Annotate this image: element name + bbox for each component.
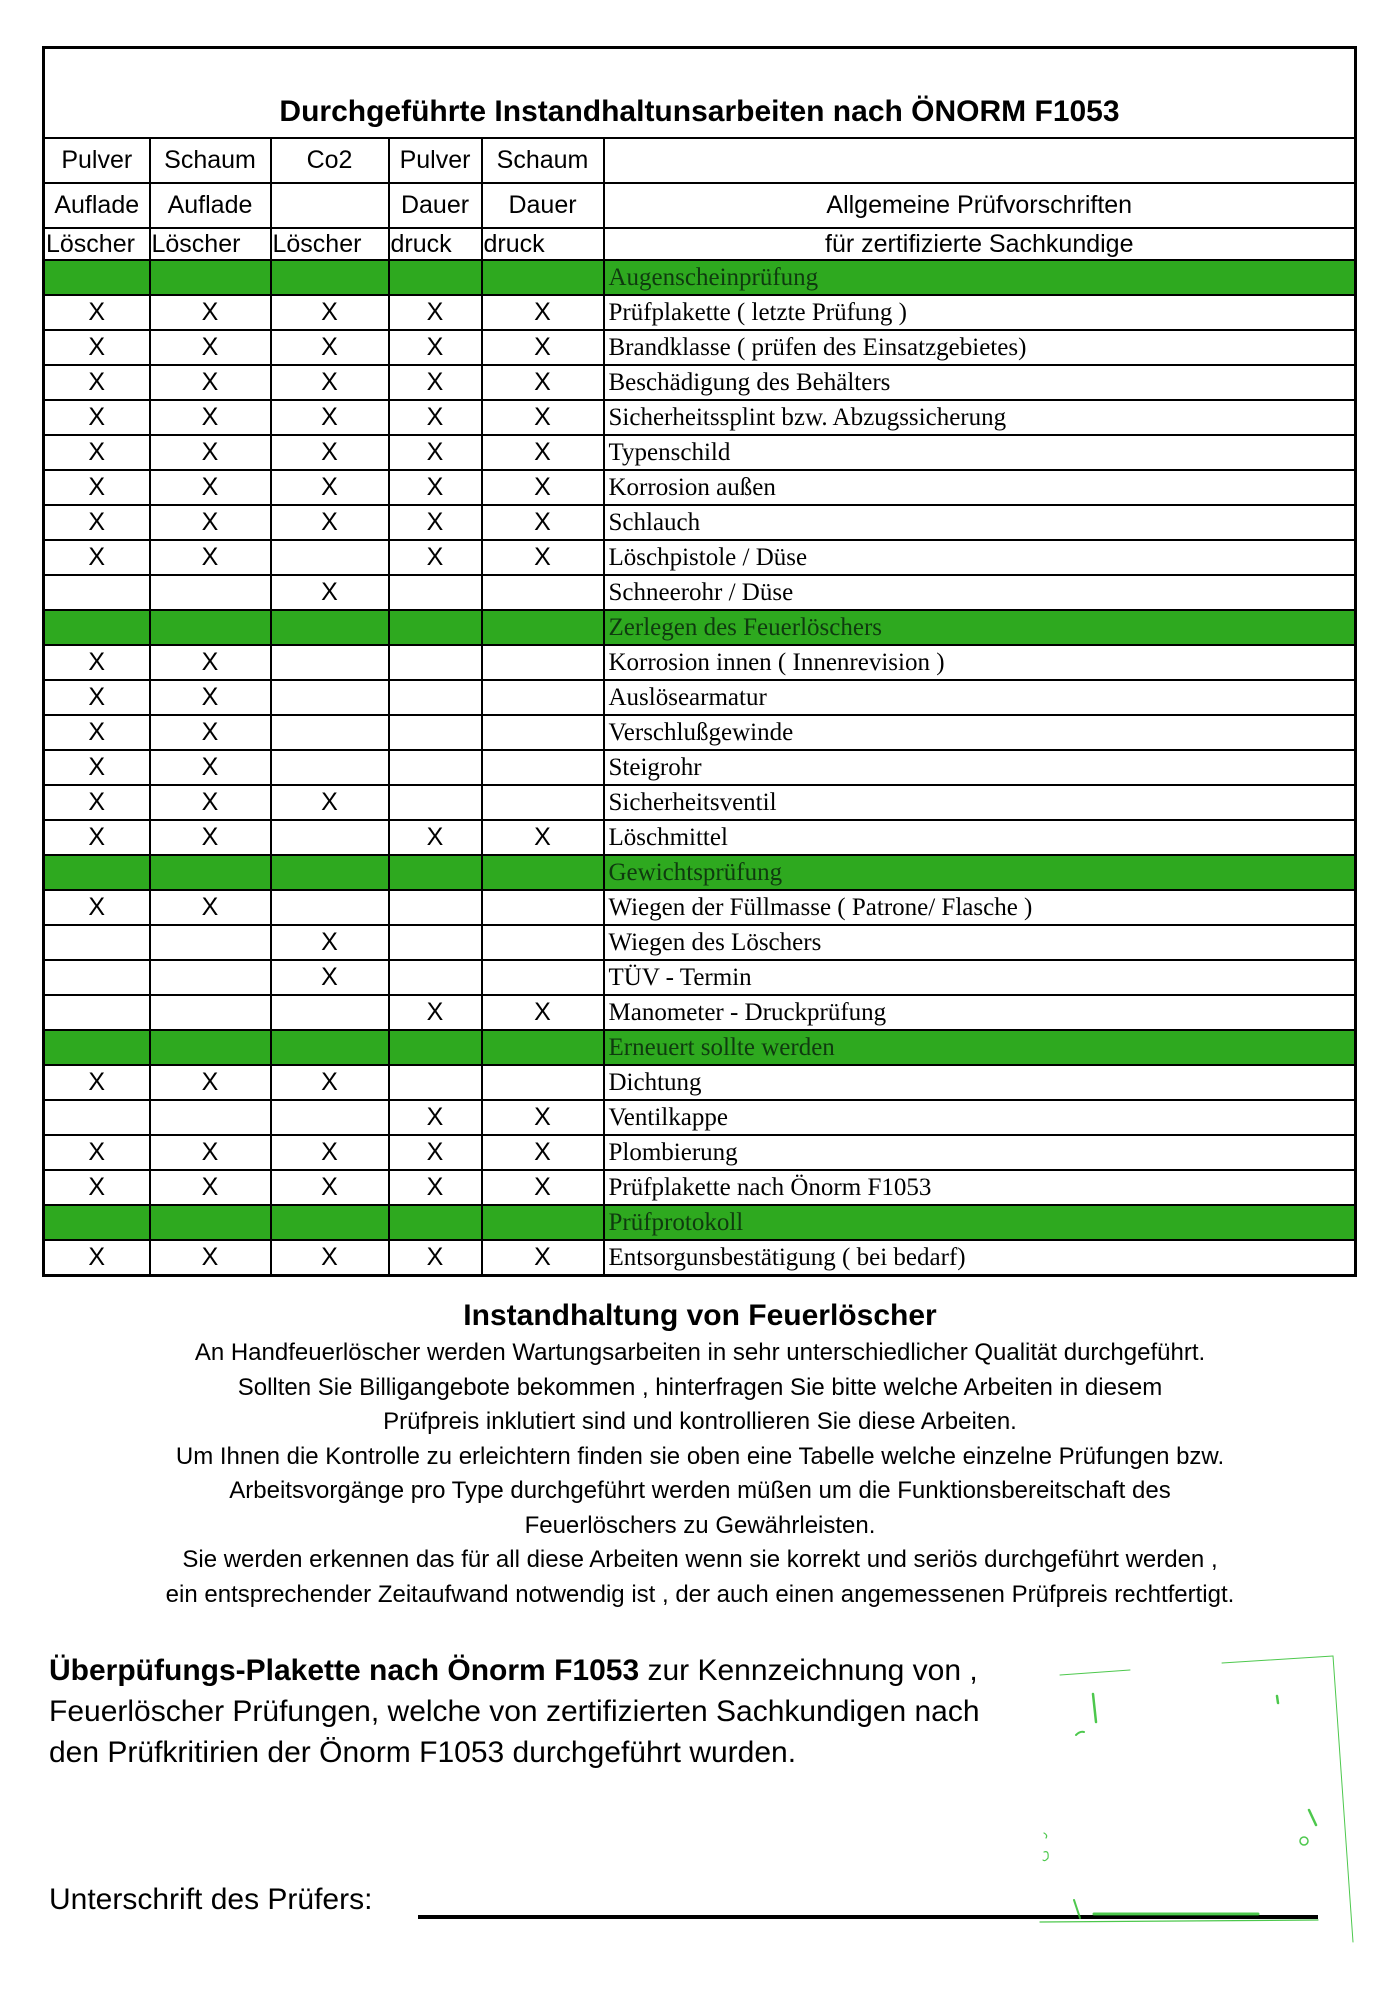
empty-cell [482, 750, 604, 785]
check-mark: X [271, 785, 389, 820]
signature-field[interactable] [418, 1915, 1318, 1919]
table-row [44, 715, 1356, 750]
check-mark: X [271, 470, 389, 505]
description-header: Allgemeine Prüfvorschriften [604, 183, 1356, 228]
section-title: Gewichtsprüfung [604, 855, 1356, 890]
check-mark: X [150, 330, 271, 365]
check-mark: X [44, 400, 150, 435]
column-header: Auflade [150, 183, 271, 228]
check-mark: X [150, 1170, 271, 1205]
stamp-mark [1300, 1837, 1308, 1845]
check-mark: X [482, 330, 604, 365]
section-header-cell [150, 855, 271, 890]
check-mark: X [271, 1065, 389, 1100]
empty-cell [389, 715, 482, 750]
check-mark: X [271, 925, 389, 960]
empty-cell [44, 995, 150, 1030]
check-mark: X [44, 540, 150, 575]
empty-cell [271, 890, 389, 925]
table-row [44, 1135, 1356, 1170]
empty-cell [150, 1100, 271, 1135]
table-row [44, 1065, 1356, 1100]
row-label: Entsorgunsbestätigung ( bei bedarf) [604, 1240, 1356, 1276]
row-label: Manometer - Druckprüfung [604, 995, 1356, 1030]
section-title: Augenscheinprüfung [604, 260, 1356, 295]
row-label: Sicherheitsventil [604, 785, 1356, 820]
stamp-frame-top [1222, 1656, 1333, 1663]
check-mark: X [482, 365, 604, 400]
check-mark: X [389, 505, 482, 540]
check-mark: X [150, 1135, 271, 1170]
column-header: Schaum [482, 138, 604, 183]
table-row [44, 470, 1356, 505]
inspection-table [42, 46, 1357, 1277]
section-header-cell [482, 1205, 604, 1240]
section-title: Prüfprotokoll [604, 1205, 1356, 1240]
empty-cell [482, 925, 604, 960]
check-mark: X [482, 540, 604, 575]
section-header-cell [271, 855, 389, 890]
empty-cell [389, 925, 482, 960]
check-mark: X [150, 645, 271, 680]
section-header-row [44, 1030, 1356, 1065]
section-header-row [44, 260, 1356, 295]
check-mark: X [482, 470, 604, 505]
info-heading: Instandhaltung von Feuerlöscher [463, 1299, 937, 1332]
section-title: Zerlegen des Feuerlöschers [604, 610, 1356, 645]
column-header: Dauer [482, 183, 604, 228]
section-header-cell [482, 610, 604, 645]
check-mark: X [150, 470, 271, 505]
empty-cell [389, 750, 482, 785]
check-mark: X [389, 1135, 482, 1170]
check-mark: X [389, 330, 482, 365]
section-header-cell [482, 855, 604, 890]
section-header-cell [389, 1030, 482, 1065]
check-mark: X [389, 295, 482, 330]
row-label: Typenschild [604, 435, 1356, 470]
check-mark: X [44, 820, 150, 855]
row-label: Auslösearmatur [604, 680, 1356, 715]
check-mark: X [44, 365, 150, 400]
header-row-3 [44, 228, 1356, 260]
column-header: Pulver [44, 138, 150, 183]
table-row [44, 1240, 1356, 1276]
section-header-cell [44, 610, 150, 645]
table-row [44, 645, 1356, 680]
column-header: druck [482, 228, 604, 260]
info-line: Sollten Sie Billigangebote bekommen , hinterfragen Sie bitte welche Arbeiten in diesem [237, 1373, 1163, 1401]
empty-cell [389, 785, 482, 820]
check-mark: X [482, 435, 604, 470]
empty-cell [44, 960, 150, 995]
section-header-cell [150, 610, 271, 645]
check-mark: X [482, 1100, 604, 1135]
section-header-cell [389, 1205, 482, 1240]
table-row [44, 890, 1356, 925]
empty-cell [482, 785, 604, 820]
check-mark: X [150, 785, 271, 820]
check-mark: X [389, 1240, 482, 1276]
column-header: druck [389, 228, 482, 260]
column-header: Dauer [389, 183, 482, 228]
check-mark: X [271, 1170, 389, 1205]
empty-cell [389, 890, 482, 925]
check-mark: X [150, 505, 271, 540]
check-mark: X [44, 1240, 150, 1276]
check-mark: X [44, 645, 150, 680]
info-line: Um Ihnen die Kontrolle zu erleichtern finden sie oben eine Tabelle welche einzelne Prüfungen bzw. [175, 1442, 1225, 1470]
row-label: Wiegen des Löschers [604, 925, 1356, 960]
check-mark: X [389, 540, 482, 575]
check-mark: X [271, 505, 389, 540]
check-mark: X [389, 435, 482, 470]
table-row [44, 995, 1356, 1030]
info-section [40, 1296, 1360, 1612]
check-mark: X [44, 330, 150, 365]
empty-cell [482, 715, 604, 750]
empty-cell [389, 645, 482, 680]
check-mark: X [150, 890, 271, 925]
row-label: Verschlußgewinde [604, 715, 1356, 750]
check-mark: X [271, 575, 389, 610]
plakette-line-1 [49, 1650, 1149, 1691]
row-label: Löschpistole / Düse [604, 540, 1356, 575]
table-row [44, 820, 1356, 855]
empty-cell [271, 715, 389, 750]
check-mark: X [44, 750, 150, 785]
empty-cell [271, 750, 389, 785]
row-label: Beschädigung des Behälters [604, 365, 1356, 400]
section-header-cell [271, 1030, 389, 1065]
stamp-mark [1040, 1920, 1318, 1922]
check-mark: X [482, 1135, 604, 1170]
column-header: Löscher [150, 228, 271, 260]
check-mark: X [150, 295, 271, 330]
check-mark: X [482, 1170, 604, 1205]
description-header: für zertifizierte Sachkundige [604, 228, 1356, 260]
table-row [44, 295, 1356, 330]
empty-cell [482, 960, 604, 995]
table-row [44, 1170, 1356, 1205]
plakette-line-3: den Prüfkritirien der Önorm F1053 durchgeführt wurden. [49, 1736, 797, 1769]
info-paragraph [40, 1336, 1360, 1612]
section-header-cell [150, 1030, 271, 1065]
column-header: Löscher [271, 228, 389, 260]
check-mark: X [482, 505, 604, 540]
check-mark: X [44, 715, 150, 750]
check-mark: X [271, 1240, 389, 1276]
table-row [44, 435, 1356, 470]
column-header: Auflade [44, 183, 150, 228]
row-label: Wiegen der Füllmasse ( Patrone/ Flasche ) [604, 890, 1356, 925]
empty-cell [150, 575, 271, 610]
table-row [44, 680, 1356, 715]
section-header-cell [389, 610, 482, 645]
plakette-note [49, 1650, 1149, 1773]
empty-cell [482, 890, 604, 925]
empty-cell [271, 820, 389, 855]
plakette-title: Überpüfungs-Plakette nach Önorm F1053 [49, 1654, 640, 1687]
check-mark: X [44, 1065, 150, 1100]
check-mark: X [150, 1065, 271, 1100]
check-mark: X [389, 1100, 482, 1135]
column-header: Co2 [271, 138, 389, 183]
column-header: Pulver [389, 138, 482, 183]
header-row-1 [44, 138, 1356, 183]
row-label: Schneerohr / Düse [604, 575, 1356, 610]
check-mark: X [389, 470, 482, 505]
check-mark: X [150, 820, 271, 855]
table-row [44, 1100, 1356, 1135]
empty-cell [44, 925, 150, 960]
check-mark: X [482, 295, 604, 330]
check-mark: X [150, 1240, 271, 1276]
empty-cell [271, 645, 389, 680]
row-label: Löschmittel [604, 820, 1356, 855]
check-mark: X [271, 295, 389, 330]
section-header-cell [150, 260, 271, 295]
check-mark: X [44, 1135, 150, 1170]
stamp-mark [1277, 1696, 1278, 1703]
table-row [44, 750, 1356, 785]
section-header-cell [389, 260, 482, 295]
empty-cell [482, 680, 604, 715]
info-line: Feuerlöschers zu Gewährleisten. [524, 1511, 876, 1539]
check-mark: X [44, 470, 150, 505]
section-header-cell [44, 1205, 150, 1240]
column-header: Schaum [150, 138, 271, 183]
info-line: Prüfpreis inklutiert sind und kontrollieren Sie diese Arbeiten. [383, 1408, 1017, 1435]
column-header: Löscher [44, 228, 150, 260]
plakette-line-2: Feuerlöscher Prüfungen, welche von zertifizierten Sachkundigen nach [49, 1695, 980, 1728]
check-mark: X [150, 435, 271, 470]
check-mark: X [150, 680, 271, 715]
check-mark: X [389, 1170, 482, 1205]
row-label: Sicherheitssplint bzw. Abzugssicherung [604, 400, 1356, 435]
check-mark: X [150, 365, 271, 400]
row-label: Schlauch [604, 505, 1356, 540]
table-title: Durchgeführte Instandhaltunsarbeiten nach ÖNORM F1053 [44, 48, 1356, 139]
row-label: Ventilkappe [604, 1100, 1356, 1135]
table-row [44, 575, 1356, 610]
empty-cell [150, 960, 271, 995]
check-mark: X [150, 400, 271, 435]
empty-cell [389, 960, 482, 995]
check-mark: X [150, 750, 271, 785]
table-row [44, 540, 1356, 575]
check-mark: X [482, 400, 604, 435]
row-label: Brandklasse ( prüfen des Einsatzgebietes) [604, 330, 1356, 365]
check-mark: X [150, 715, 271, 750]
empty-cell [389, 575, 482, 610]
section-title: Erneuert sollte werden [604, 1030, 1356, 1065]
section-header-cell [271, 610, 389, 645]
check-mark: X [389, 995, 482, 1030]
section-header-cell [44, 260, 150, 295]
empty-cell [150, 995, 271, 1030]
info-line: Arbeitsvorgänge pro Type durchgeführt werden müßen um die Funktionsbereitschaft des [229, 1477, 1171, 1504]
section-header-cell [482, 260, 604, 295]
section-header-cell [271, 1205, 389, 1240]
section-header-cell [389, 855, 482, 890]
check-mark: X [482, 995, 604, 1030]
header-row-2 [44, 183, 1356, 228]
description-header [604, 138, 1356, 183]
signature-label: Unterschrift des Prüfers: [49, 1883, 373, 1916]
table-row [44, 925, 1356, 960]
check-mark: X [44, 785, 150, 820]
row-label: TÜV - Termin [604, 960, 1356, 995]
info-line: Sie werden erkennen das für all diese Arbeiten wenn sie korrekt und seriös durchgeführt werden , [182, 1546, 1218, 1573]
empty-cell [44, 1100, 150, 1135]
empty-cell [271, 540, 389, 575]
check-mark: X [389, 400, 482, 435]
table-row [44, 365, 1356, 400]
section-header-cell [482, 1030, 604, 1065]
check-mark: X [44, 680, 150, 715]
table-row [44, 330, 1356, 365]
check-mark: X [389, 820, 482, 855]
empty-cell [150, 925, 271, 960]
row-label: Korrosion innen ( Innenrevision ) [604, 645, 1356, 680]
row-label: Steigrohr [604, 750, 1356, 785]
section-header-cell [271, 260, 389, 295]
check-mark: X [389, 365, 482, 400]
row-label: Korrosion außen [604, 470, 1356, 505]
row-label: Plombierung [604, 1135, 1356, 1170]
stamp-mark [1043, 1833, 1048, 1861]
stamp-mark [1309, 1810, 1316, 1825]
table-row [44, 505, 1356, 540]
table-row [44, 785, 1356, 820]
check-mark: X [44, 505, 150, 540]
check-mark: X [271, 1135, 389, 1170]
check-mark: X [44, 295, 150, 330]
info-line: ein entsprechender Zeitaufwand notwendig ist , der auch einen angemessenen Prüfpreis rechtfertigt. [165, 1580, 1235, 1608]
check-mark: X [44, 1170, 150, 1205]
row-label: Prüfplakette nach Önorm F1053 [604, 1170, 1356, 1205]
check-mark: X [44, 890, 150, 925]
row-label: Prüfplakette ( letzte Prüfung ) [604, 295, 1356, 330]
empty-cell [271, 680, 389, 715]
check-mark: X [271, 960, 389, 995]
check-mark: X [271, 435, 389, 470]
table-row [44, 400, 1356, 435]
check-mark: X [44, 435, 150, 470]
section-header-cell [150, 1205, 271, 1240]
row-label: Dichtung [604, 1065, 1356, 1100]
empty-cell [389, 1065, 482, 1100]
section-header-cell [44, 855, 150, 890]
empty-cell [482, 1065, 604, 1100]
empty-cell [44, 575, 150, 610]
section-header-row [44, 1205, 1356, 1240]
check-mark: X [271, 400, 389, 435]
table-row [44, 960, 1356, 995]
empty-cell [271, 995, 389, 1030]
check-mark: X [482, 1240, 604, 1276]
section-header-row [44, 855, 1356, 890]
section-header-row [44, 610, 1356, 645]
check-mark: X [271, 330, 389, 365]
check-mark: X [482, 820, 604, 855]
empty-cell [271, 1100, 389, 1135]
empty-cell [482, 575, 604, 610]
plakette-line-1-rest: zur Kennzeichnung von , [639, 1654, 978, 1687]
info-line: An Handfeuerlöscher werden Wartungsarbeiten in sehr unterschiedlicher Qualität durchgeführt. [194, 1339, 1206, 1366]
empty-cell [482, 645, 604, 680]
check-mark: X [271, 365, 389, 400]
section-header-cell [44, 1030, 150, 1065]
empty-cell [389, 680, 482, 715]
column-header [271, 183, 389, 228]
check-mark: X [150, 540, 271, 575]
stamp-frame-right [1333, 1656, 1353, 1942]
